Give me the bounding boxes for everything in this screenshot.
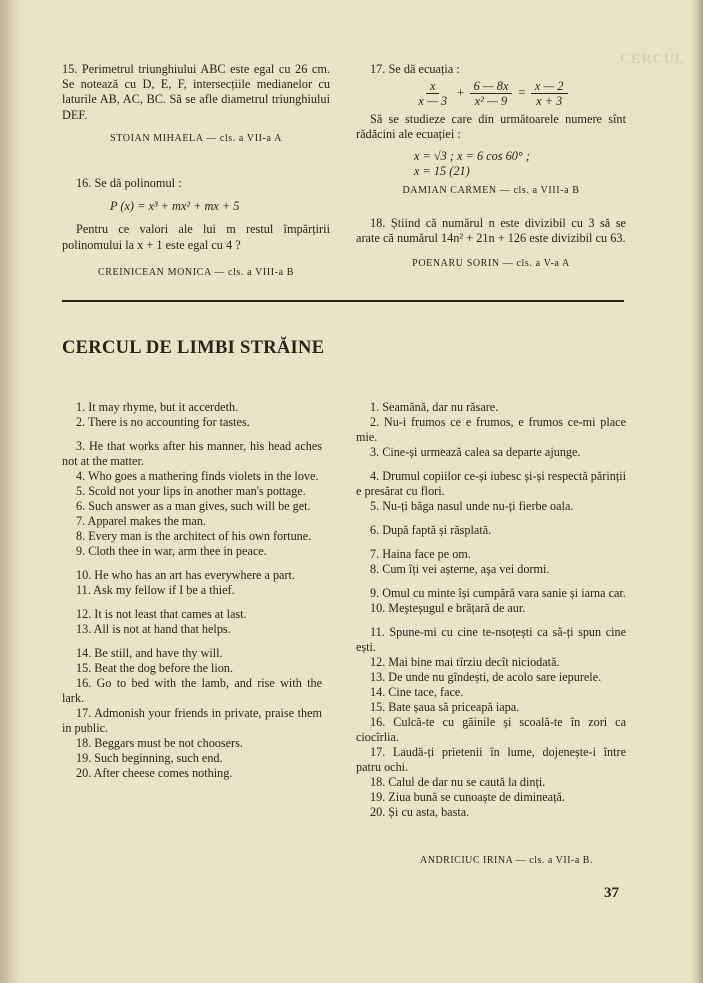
romanian-proverb-item: 14. Cine tace, face. (370, 685, 464, 699)
page-edge-shadow (691, 0, 703, 983)
book-binding-shadow (0, 0, 20, 983)
page-number: 37 (604, 885, 619, 901)
fraction-1-denominator: x — 3 (418, 94, 448, 109)
romanian-proverb-item: 1. Seamănă, dar nu răsare. (370, 400, 499, 414)
plus-sign: + (456, 85, 465, 100)
romanian-proverb-item: 18. Calul de dar nu se caută la dinți. (370, 775, 546, 789)
section-title: CERCUL DE LIMBI STRĂINE (62, 338, 325, 358)
problem-17 (356, 62, 626, 198)
romanian-proverb-spacer (356, 460, 626, 469)
english-proverb-item: 15. Beat the dog before the lion. (76, 661, 234, 675)
problem-16-intro: 16. Se dă polinomul : (76, 176, 182, 190)
romanian-proverbs-list (356, 400, 626, 820)
english-proverb-spacer (62, 559, 322, 568)
english-proverb-item: 17. Admonish your friends in private, praise them in public. (62, 706, 322, 735)
english-proverb-item: 12. It is not least that cames at last. (76, 607, 247, 621)
romanian-proverb-item: 7. Haina face pe om. (370, 547, 471, 561)
equals-sign: = (517, 85, 526, 100)
romanian-proverb-item: 9. Omul cu minte își cumpără vara sanie și iarna car. (370, 586, 626, 600)
fraction-2-numerator: 6 — 8x (470, 79, 513, 94)
romanian-proverb-item: 2. Nu-i frumos ce e frumos, e frumos ce-mi place mie. (356, 415, 626, 444)
fraction-1-numerator: x (426, 79, 439, 94)
problem-16-text: Pentru ce valori ale lui m restul împărțirii polinomului la x + 1 este egal cu 4 ? (62, 222, 330, 252)
romanian-proverb-item: 13. De unde nu gîndești, de acolo sare iepurele. (370, 670, 602, 684)
problem-16-formula: P (x) = x³ + mx² + mx + 5 (110, 199, 240, 214)
english-proverb-item: 10. He who has an art has everywhere a part. (76, 568, 295, 582)
romanian-proverb-spacer (356, 538, 626, 547)
english-proverb-item: 6. Such answer as a man gives, such will be get. (76, 499, 311, 513)
problem-15-author: STOIAN MIHAELA — cls. a VII-a A (110, 132, 282, 144)
fraction-3 (531, 79, 568, 108)
problem-17-text: Să se studieze care din următoarele numere sînt rădăcini ale ecuației : (356, 112, 626, 142)
problem-18-text: 18. Știind că numărul n este divizibil cu 3 să se arate că numărul 14n² + 21n + 126 este divizibil cu 63. (356, 216, 626, 246)
english-proverb-item: 14. Be still, and have thy will. (76, 646, 223, 660)
english-proverb-spacer (62, 430, 322, 439)
problem-15-text: 15. Perimetrul triunghiului ABC este egal cu 26 cm. Se notează cu D, E, F, intersecțiile medianelor cu laturile AB, AC, BC. Să se afle diametrul triunghiului DEF. (62, 62, 330, 122)
romanian-proverb-spacer (356, 577, 626, 586)
problem-16-author: CREINICEAN MONICA — cls. a VIII-a B (97, 266, 295, 278)
problem-17-equation (356, 79, 626, 108)
romanian-proverb-item: 19. Ziua bună se cunoaște de dimineață. (370, 790, 565, 804)
problem-15 (62, 62, 330, 146)
english-proverb-item: 7. Apparel makes the man. (76, 514, 206, 528)
english-proverb-item: 4. Who goes a mathering finds violets in the love. (76, 469, 319, 483)
problem-17-roots-1: x = √3 ; x = 6 cos 60° ; (414, 148, 531, 163)
english-proverb-item: 9. Cloth thee in war, arm thee in peace. (76, 544, 267, 558)
english-proverb-spacer (62, 637, 322, 646)
english-proverb-item: 16. Go to bed with the lamb, and rise with the lark. (62, 676, 322, 705)
english-proverb-item: 20. After cheese comes nothing. (76, 766, 233, 780)
english-proverb-item: 2. There is no accounting for tastes. (76, 415, 250, 429)
romanian-proverb-item: 15. Bate șaua să priceapă iapa. (370, 700, 520, 714)
problem-18 (356, 216, 626, 272)
english-proverb-item: 3. He that works after his manner, his head aches not at the matter. (62, 439, 322, 468)
problem-17-roots-2: x = 15 (21) (414, 163, 470, 178)
bleed-through-text: CERCUL (620, 52, 686, 67)
romanian-proverb-item: 6. După faptă și răsplată. (370, 523, 492, 537)
fraction-3-numerator: x — 2 (531, 79, 568, 94)
fraction-3-denominator: x + 3 (536, 94, 563, 109)
romanian-proverb-item: 16. Culcă-te cu găinile și scoală-te în zori ca ciocîrlia. (356, 715, 626, 744)
problem-17-intro: 17. Se dă ecuația : (370, 62, 460, 76)
romanian-proverb-item: 10. Meșteșugul e brățară de aur. (370, 601, 526, 615)
english-proverb-item: 1. It may rhyme, but it accerdeth. (76, 400, 239, 414)
english-proverb-item: 13. All is not at hand that helps. (76, 622, 231, 636)
english-proverb-item: 19. Such beginning, such end. (76, 751, 223, 765)
proverbs-author: ANDRICIUC IRINA — cls. a VII-a B. (420, 855, 593, 866)
romanian-proverb-item: 3. Cine-și urmează calea sa departe ajunge. (370, 445, 581, 459)
fraction-2-denominator: x² — 9 (474, 94, 508, 109)
problem-18-author: POENARU SORIN — cls. a V-a A (412, 258, 570, 270)
romanian-proverb-item: 4. Drumul copiilor ce-și iubesc și-și respectă părinții e presărat cu flori. (356, 469, 626, 498)
section-divider (62, 300, 624, 302)
romanian-proverb-item: 5. Nu-ți băga nasul unde nu-ți fierbe oala. (370, 499, 574, 513)
fraction-2 (470, 79, 513, 108)
english-proverbs-list (62, 400, 322, 781)
fraction-1 (414, 79, 451, 108)
english-proverb-spacer (62, 598, 322, 607)
problem-16 (62, 176, 330, 280)
romanian-proverb-item: 8. Cum îți vei așterne, așa vei dormi. (370, 562, 550, 576)
english-proverb-item: 5. Scold not your lips in another man's pottage. (76, 484, 306, 498)
romanian-proverb-item: 12. Mai bine mai tîrziu decît niciodată. (370, 655, 560, 669)
english-proverb-item: 18. Beggars must be not choosers. (76, 736, 243, 750)
romanian-proverb-item: 11. Spune-mi cu cine te-nsoțești ca să-ți spun cine ești. (356, 625, 626, 654)
romanian-proverb-item: 20. Și cu asta, basta. (370, 805, 470, 819)
romanian-proverb-item: 17. Laudă-ți prietenii în lume, dojenește-i între patru ochi. (356, 745, 626, 774)
problem-17-author: DAMIAN CARMEN — cls. a VIII-a B (402, 185, 580, 197)
romanian-proverb-spacer (356, 514, 626, 523)
english-proverb-item: 8. Every man is the architect of his own fortune. (76, 529, 312, 543)
english-proverb-item: 11. Ask my fellow if I be a thief. (76, 583, 235, 597)
romanian-proverb-spacer (356, 616, 626, 625)
